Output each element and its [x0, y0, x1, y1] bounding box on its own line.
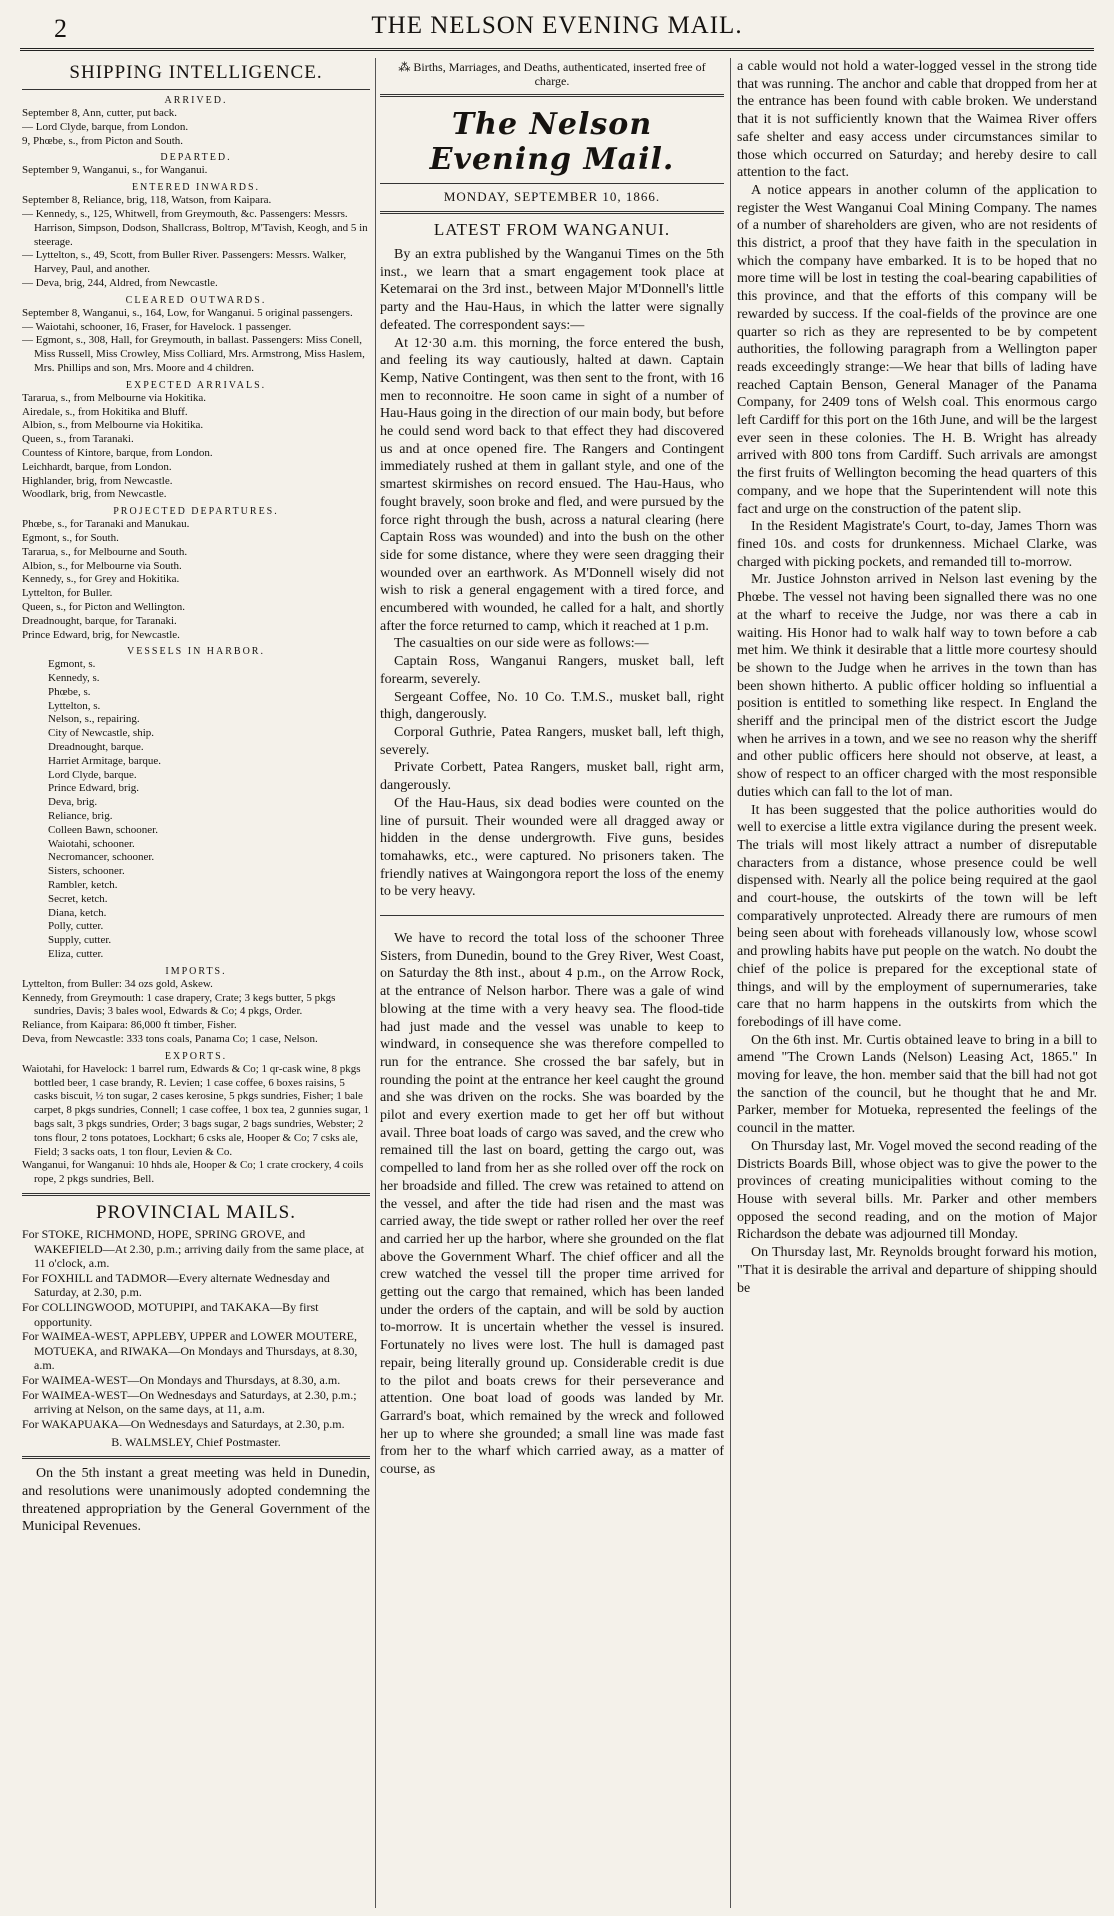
births-notice: ⁂ Births, Marriages, and Deaths, authenticated, inserted free of charge. [398, 60, 706, 88]
list-item: September 8, Ann, cutter, put back. [22, 107, 178, 119]
list-item: — Waiotahi, schooner, 16, Fraser, for Havelock. 1 passenger. [22, 320, 292, 333]
casualties-intro: The casualties on our side were as follows:— [394, 636, 649, 652]
mail-item: For WAIMEA-WEST—On Mondays and Thursdays, at 8.30, a.m. [22, 1372, 341, 1387]
divider [22, 1193, 370, 1196]
list-item: Albion, s., from Melbourne via Hokitika. [22, 419, 204, 432]
list-item: September 8, Reliance, brig, 118, Watson, from Kaipara. [22, 194, 272, 207]
list-item: Prince Edward, brig, for Newcastle. [22, 628, 180, 641]
entered-heading: ENTERED INWARDS. [131, 182, 261, 194]
vessel-item: Eliza, cutter. [48, 948, 104, 961]
vessel-item: Prince Edward, brig. [48, 782, 140, 795]
list-item: — Egmont, s., 308, Hall, for Greymouth, in ballast. Passengers: Miss Conell, Miss Russell, Miss Crowley, Miss Colliard, Mrs. Armstrong, Miss Haslem, Mrs. Phillips and son, Mrs. Moore and 4 children. [22, 334, 365, 374]
list-item: Egmont, s., for South. [22, 531, 119, 544]
column-news [737, 58, 1097, 1908]
mail-item: For STOKE, RICHMOND, HOPE, SPRING GROVE, and WAKEFIELD—At 2.30, p.m.; arriving daily from the same place, at 11 o'clock, a.m. [22, 1226, 364, 1271]
news-paragraph: Mr. Justice Johnston arrived in Nelson last evening by the Phœbe. The vessel not having been signalled there was no one at the wharf to receive the Judge, nor was there a cab in waiting. His Honor had to walk half way to town before a cab met him. We think it desirable that a little more courtesy should be shown to the Judge when he arrives in the town than has been shown hitherto. A public officer holding so influential a position is entitled to something like respect. In England the sheriff and the principal men of the district escort the Judge when he arrives in a town, and we see no reason why the sheriff and other public officers here should not observe, at least, a show of respect to an officer charged with the most responsible duties which can fall to the lot of man. [737, 572, 1097, 800]
divider [380, 211, 724, 214]
divider [380, 915, 724, 916]
vessel-item: Lyttelton, s. [48, 699, 101, 712]
divider [22, 1456, 370, 1459]
news-paragraph: On Thursday last, Mr. Vogel moved the second reading of the Districts Boards Bill, whose object was to give the power to the provinces of creating municipalities without coming to the House with several bills. Mr. Parker and other members opposed the second reading, and on the motion of Major Richardson the debate was adjourned till Monday. [737, 1138, 1097, 1243]
list-item: September 9, Wanganui, s., for Wanganui. [22, 164, 208, 177]
list-item: — Kennedy, s., 125, Whitwell, from Greymouth, &c. Passengers: Messrs. Harrison, Simpson, Dodson, Shallcrass, Boltrop, M'Tavish, Keogh, and 5 in steerage. [22, 207, 368, 248]
list-item: Leichhardt, barque, from London. [22, 460, 172, 473]
vessel-item: Reliance, brig. [48, 810, 113, 823]
column-rule [730, 58, 731, 1908]
news-paragraph: A notice appears in another column of the application to register the West Wanganui Coal Mining Company. The names of a number of shareholders are given, who are not residents of this district, a proof that they have faith in the speculation in which the company have embarked. It is to be hoped that no more time will be lost in testing the coal-bearing capabilities of this province, and that the efforts of this company will be rewarded by success. If the coal-fields of the province are one quarter so rich as they are represented to be by competent authorities, the following paragraph from a Wellington paper reads exceedingly strange:—We hear that bills of lading have reached Captain Benson, General Manager of the Panama Company, for 2409 tons of Welsh coal. This enormous cargo left Cardiff for this port on the 16th June, and will be the largest ever seen in these colonies. The H. B. Wright has already arrived with 800 tons from Cardiff. Such arrivals are amongst the first fruits of Wellington becoming the head quarters of this company, and we hope that the Superintendent will note this fact and urge on the construction of the patent slip. [737, 182, 1097, 517]
article-intro: By an extra published by the Wanganui Times on the 5th inst., we learn that a smart engagement took place at Ketemarai on the 3rd inst., between Major M'Donnell's little party and the Hau-Haus, in which the latter were signally defeated. The correspondent says:— [380, 247, 724, 333]
divider [22, 89, 370, 90]
list-item: Deva, from Newcastle: 333 tons coals, Panama Co; 1 case, Nelson. [22, 1033, 318, 1046]
vessel-item: Kennedy, s. [48, 672, 100, 685]
departed-heading: DEPARTED. [160, 152, 232, 164]
vessel-item: Nelson, s., repairing. [48, 713, 140, 726]
vessel-item: Sisters, schooner. [48, 865, 125, 878]
list-item: Highlander, brig, from Newcastle. [22, 474, 173, 487]
vessel-item: Lord Clyde, barque. [48, 768, 137, 781]
list-item: Tararua, s., from Melbourne via Hokitika. [22, 391, 207, 404]
projected-heading: PROJECTED DEPARTURES. [113, 506, 279, 518]
list-item: 9, Phœbe, s., from Picton and South. [22, 134, 184, 147]
column-rule [375, 58, 376, 1908]
list-item: Woodlark, brig, from Newcastle. [22, 488, 167, 501]
list-item: Tararua, s., for Melbourne and South. [22, 545, 188, 558]
vessel-item: Necromancer, schooner. [48, 851, 155, 864]
vessel-item: Rambler, ketch. [48, 879, 118, 892]
casualty-item: Captain Ross, Wanganui Rangers, musket ball, left forearm, severely. [380, 654, 724, 687]
page-header [20, 12, 1094, 51]
divider [380, 183, 724, 184]
vessels-heading: VESSELS IN HARBOR. [127, 646, 265, 658]
news-paragraph: a cable would not hold a water-logged vessel in the strong tide that was running. The anchor and cable that dropped from her at the entrance has been found with cable broken. We understand that it is not sufficiently known that the Waimea River offers safe shelter and easy access under circumstances similar to those which occurred on Saturday; and hereby desire to call attention to the fact. [737, 59, 1097, 181]
arrived-heading: ARRIVED. [164, 95, 228, 106]
list-item: Waiotahi, for Havelock: 1 barrel rum, Edwards & Co; 1 qr-cask wine, 8 pkgs bottled beer, 1 case brandy, R. Levien; 1 case coffee, 6 boxes raisins, 5 casks biscuit, ½ ton sugar, 2 cases kerosine, 5 pkgs sundries, Fisher; 1 bale carpet, 8 pkgs sundries, Connell; 1 case coffee, 1 box tea, 2 gunnies sugar, 1 bags salt, 3 pkgs sundries, Order; 3 bags sugar, 2 bags sundries, Webster; 2 tons flour, 2 tons potatoes, Lockhart; 6 csks ale, Hooper & Co; 7 csks ale, Field; 3 sacks oats, 1 ton flour, Levien & Co. [22, 1062, 370, 1158]
mails-title: PROVINCIAL MAILS. [96, 1201, 296, 1223]
list-item: Albion, s., for Melbourne via South. [22, 559, 182, 572]
casualty-item: Private Corbett, Patea Rangers, musket ball, right arm, dangerously. [380, 760, 724, 794]
shipping-title: SHIPPING INTELLIGENCE. [69, 62, 323, 83]
list-item: Lyttelton, from Buller: 34 ozs gold, Askew. [22, 977, 213, 990]
mail-item: For WAIMEA-WEST, APPLEBY, UPPER and LOWER MOUTERE, MOTUEKA, and RIWAKA—On Mondays and Thursdays, at 8.30, a.m. [22, 1329, 358, 1373]
vessel-item: Secret, ketch. [48, 892, 108, 905]
expected-heading: EXPECTED ARRIVALS. [125, 379, 267, 391]
news-paragraph: In the Resident Magistrate's Court, to-day, James Thorn was fined 10s. and costs for drunkenness. Michael Clarke, was charged with picking pockets, and remanded till to-morrow. [737, 519, 1097, 570]
mail-item: For FOXHILL and TADMOR—Every alternate Wednesday and Saturday, at 2.30, p.m. [22, 1270, 330, 1300]
vessel-item: Egmont, s. [48, 658, 96, 671]
casualty-item: Corporal Guthrie, Patea Rangers, musket ball, left thigh, severely. [380, 724, 724, 758]
news-paragraph: It has been suggested that the police authorities would do well to exercise a little extra vigilance during the present week. The trials will most likely attract a number of disreputable characters from a distance, whose presence could be well dispensed with. Nearly all the police being required at the gaol and court-house, the outskirts of the town will be left comparatively unprotected. Already there are rumours of men being seen about with foreheads villanously low, whose scowl and prowling habits have put people on the watch. No doubt the chief of the police is prepared for the exceptional state of things, and will by the employment of supernumeraries, take care that no harm happens in the outskirts from which the forebodings of ill have come. [737, 802, 1097, 1030]
vessel-item: Supply, cutter. [48, 934, 112, 947]
vessel-item: Polly, cutter. [48, 920, 104, 933]
list-item: Dreadnought, barque, for Taranaki. [22, 614, 177, 627]
list-item: Phœbe, s., for Taranaki and Manukau. [22, 518, 190, 531]
masthead: THE NELSON EVENING MAIL. [371, 12, 743, 39]
mail-item: For WAIMEA-WEST—On Wednesdays and Saturdays, at 2.30, p.m.; arriving at Nelson, on the same days, at 11, a.m. [22, 1387, 357, 1417]
vessel-item: Dreadnought, barque. [48, 741, 144, 754]
vessel-item: City of Newcastle, ship. [48, 727, 155, 740]
page-number: 2 [54, 14, 67, 43]
list-item: — Deva, brig, 244, Aldred, from Newcastle. [22, 276, 218, 289]
news-paragraph: On the 6th inst. Mr. Curtis obtained leave to bring in a bill to amend "The Crown Lands (Nelson) Leasing Act, 1865." In moving for leave, the hon. member said that the bill had not got the sanction of the council, but he thought that he and Mr. Parker, member for Motueka, represented the feelings of the council in the matter. [737, 1032, 1097, 1137]
list-item: — Lord Clyde, barque, from London. [22, 120, 189, 133]
list-item: Countess of Kintore, barque, from London. [22, 446, 213, 459]
news-paragraph: On Thursday last, Mr. Reynolds brought forward his motion, "That it is desirable the arrival and departure of shipping should be [737, 1245, 1097, 1296]
column-editorial [380, 58, 724, 1908]
article-quote: At 12·30 a.m. this morning, the force entered the bush, and feeling its way cautiously, halted at dawn. Captain Kemp, Native Contingent, was then sent to the front, with 16 men to reconnoitre. He soon came in sight of a number of Hau-Haus going in the direction of our main body, but before he could send word back to that effect they had discovered us and at once opened fire. The Rangers and Contingent immediately rushed at them in gallant style, and one of the smartest skirmishes on record ensued. The Hau-Haus, who fought bravely, soon broke and fled, and were pursued by the force right through the bush, across a natural clearing (here Captain Ross was wounded) and into the bush on the other side for some distance, where they were seen dragging their wounded over an earthwork. As M'Donnell wisely did not wish to risk a general engagement with a tired force, and encumbered with wounded, he called for a halt, and shortly after the force returned to camp, which it reached at 1 p.m. [380, 335, 724, 634]
mail-item: For WAKAPUAKA—On Wednesdays and Saturdays, at 2.30, p.m. [22, 1416, 345, 1431]
hauhau-paragraph: Of the Hau-Haus, six dead bodies were counted on the line of pursuit. Their wounded were all dragged away or hidden in the dense undergrowth. Five guns, besides tomahawks, etc., were captured. No prisoners taken. The friendly natives at Waingongora report the loss of the enemy to be very heavy. [380, 795, 724, 900]
list-item: Reliance, from Kaipara: 86,000 ft timber, Fisher. [22, 1019, 237, 1032]
headline-wanganui: LATEST FROM WANGANUI. [433, 220, 671, 239]
vessel-item: Deva, brig. [48, 796, 98, 809]
cleared-heading: CLEARED OUTWARDS. [125, 294, 267, 306]
list-item: Kennedy, from Greymouth: 1 case drapery, Crate; 3 kegs butter, 5 pkgs sundries, Davis; 3 bales wool, Edwards & Co; 4 pkgs, Order. [22, 991, 336, 1018]
casualty-item: Sergeant Coffee, No. 10 Co. T.M.S., musket ball, right thigh, dangerously. [380, 689, 724, 723]
vessel-item: Waiotahi, schooner. [48, 837, 135, 850]
vessel-item: Colleen Bawn, schooner. [48, 823, 158, 836]
mail-item: For COLLINGWOOD, MOTUPIPI, and TAKAKA—By first opportunity. [22, 1299, 319, 1329]
vessel-item: Diana, ketch. [48, 906, 107, 919]
issue-date: MONDAY, SEPTEMBER 10, 1866. [443, 189, 661, 204]
exports-heading: EXPORTS. [164, 1050, 228, 1062]
column-shipping [22, 58, 370, 1908]
list-item: September 8, Wanganui, s., 164, Low, for Wanganui. 5 original passengers. [22, 306, 353, 319]
postmaster-signature: B. WALMSLEY, Chief Postmaster. [111, 1435, 281, 1450]
imports-heading: IMPORTS. [165, 965, 227, 977]
list-item: Queen, s., for Picton and Wellington. [22, 600, 185, 613]
vessel-item: Harriet Armitage, barque. [48, 754, 162, 767]
dunedin-paragraph: On the 5th instant a great meeting was held in Dunedin, and resolutions were unanimously adopted condemning the threatened appropriation by the General Government of the Municipal Revenues. [22, 1466, 370, 1535]
paper-title: The Nelson Evening Mail. [429, 107, 675, 177]
vessel-item: Phœbe, s. [48, 685, 91, 698]
list-item: Kennedy, s., for Grey and Hokitika. [22, 573, 180, 586]
list-item: Queen, s., from Taranaki. [22, 433, 134, 446]
list-item: Lyttelton, for Buller. [22, 587, 113, 600]
list-item: Wanganui, for Wanganui: 10 hhds ale, Hooper & Co; 1 crate crockery, 4 coils rope, 2 pkgs sundries, Bell. [22, 1159, 364, 1186]
wreck-paragraph: We have to record the total loss of the schooner Three Sisters, from Dunedin, bound to the Grey River, West Coast, on Saturday the 8th inst., about 4 p.m., on the Arrow Rock, at the entrance of Nelson harbor. There was a gale of wind blowing at the time with a very heavy sea. The flood-tide had just made and the vessel was unable to keep to windward, in consequence she was therefore compelled to run for the entrance. She crossed the bar safely, but in rounding the point at the entrance her keel caught the ground and she was driven on the rocks. She was boarded by the pilot and every exertion made to get her off but without avail. Three boat loads of cargo was saved, and the crew who remained till the last on board, getting the cargo out, was compelled to land from her as she rolled over off the rock on her broadside and filled. The crew was retained to attend on the vessel, and after the tide had risen and the mast was carried away, the tide swept or rather rolled her over the reef and carried her up the harbor, where she grounded on the flat above the Government Wharf. The chief officer and all the crew watched the vessel till the proper time arrived for getting out the cargo that remained, which has been landed under the orders of the captain, and will be sold by auction to-morrow. It is uncertain whether the vessel is insured. Fortunately no lives were lost. The hull is damaged past repair, being literally ground up. Considerable credit is due to the pilot and boats crews for their perseverance and attention. One boat load of goods was landed by Mr. Garrard's boat, which remained by the wreck and followed her up to where she grounded; a small line was made fast from her to the wharf which carried away, as a matter of course, as [380, 931, 724, 1478]
list-item: Airedale, s., from Hokitika and Bluff. [22, 405, 188, 418]
divider [380, 94, 724, 97]
list-item: — Lyttelton, s., 49, Scott, from Buller River. Passengers: Messrs. Walker, Harvey, Paul, and another. [22, 249, 347, 276]
